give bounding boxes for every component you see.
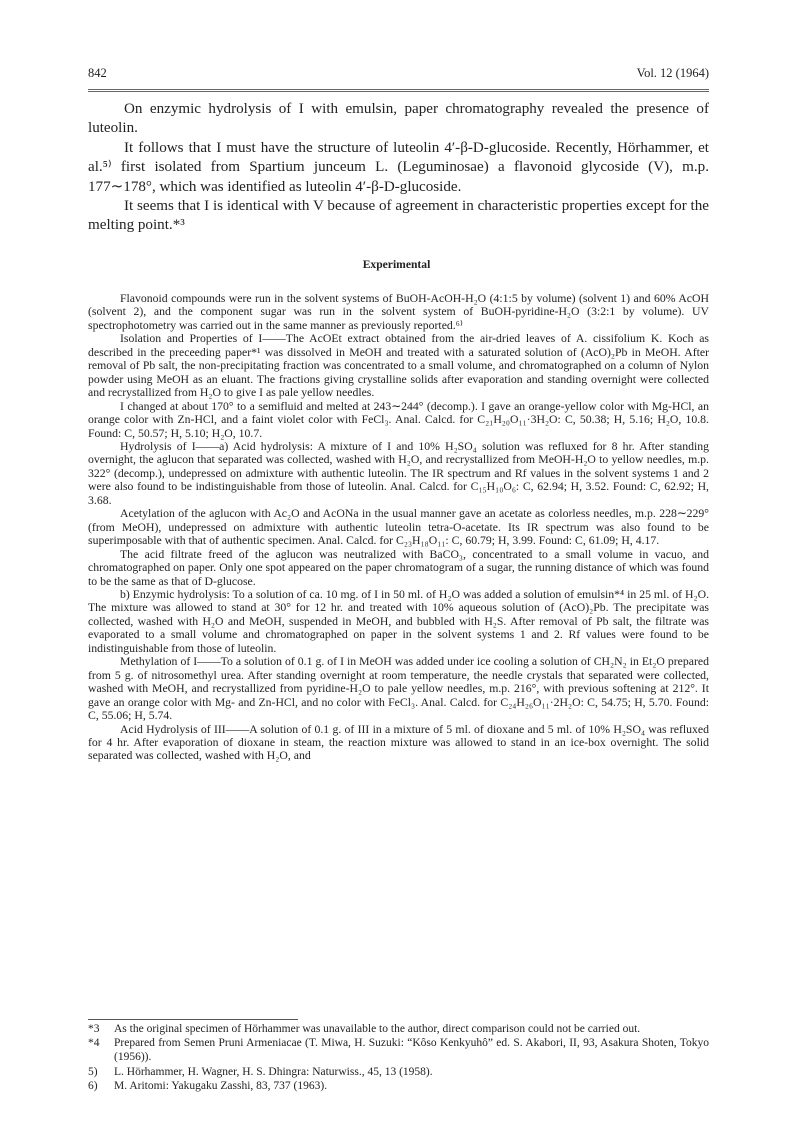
paragraph: It follows that I must have the structure of luteolin 4′-β-D-glucoside. Recently, Hörhammer, et al.⁵⁾ first isolated from Spartium junceum L. (Leguminosae) a flavonoid glycoside (V), m.p. 177∼178°, which was identified as luteolin 4′-β-D-glucoside. <box>88 139 709 195</box>
header-rule <box>88 89 709 92</box>
footnote <box>88 1022 709 1036</box>
section-heading: Experimental <box>362 258 431 271</box>
paragraph: I changed at about 170° to a semifluid and melted at 243∼244° (decomp.). I gave an orange-yellow color with Mg-HCl, an orange color with Zn-HCl, and a faint violet color with FeCl₃. Anal. Calcd. for C₂₁H₂₀O₁₁·3H₂O: C, 50.38; H, 5.16; H₂O, 10.8. Found: C, 50.57; H, 5.10; H₂O, 10.7. <box>88 399 709 440</box>
paragraph: Acetylation of the aglucon with Ac₂O and AcONa in the usual manner gave an acetate as colorless needles, m.p. 228∼229° (from MeOH), undepressed on admixture with authentic luteolin tetra-O-acetate. Its IR spectrum was also found to be superimposable with that of authentic specimen. Anal. Calcd. for C₂₃H₁₈O₁₁: C, 60.79; H, 3.99. Found: C, 61.09; H, 4.17. <box>88 507 709 548</box>
footnotes <box>88 1022 709 1093</box>
paragraph: Hydrolysis of I——a) Acid hydrolysis: A mixture of I and 10% H₂SO₄ solution was refluxed for 8 hr. After standing overnight, the aglucon that separated was collected, washed with H₂O, and recrystallized from MeOH-H₂O to yellow needles, m.p. 322° (decomp.), undepressed on admixture with authentic luteolin. The IR spectrum and Rf values in the solvent systems 1 and 2 were also found to be indistinguishable from those of luteolin. Anal. Calcd. for C₁₅H₁₀O₆: C, 62.94; H, 3.52. Found: C, 62.92; H, 3.68. <box>88 439 709 507</box>
paragraph: Methylation of I——To a solution of 0.1 g. of I in MeOH was added under ice cooling a solution of CH₂N₂ in Et₂O prepared from 5 g. of nitrosomethyl urea. After standing overnight at room temperature, the needle crystals that separated were collected, washed with MeOH, and recrystallized from pyridine-H₂O to pale yellow needles, m.p. 216°, with previous softening at 212°. It gave an orange color with Mg- and Zn-HCl, and no color with FeCl₃. Anal. Calcd. for C₂₄H₂₆O₁₁·2H₂O: C, 54.75; H, 5.70. Found: C, 55.06; H, 5.74. <box>88 655 709 723</box>
footnote-mark: *4 <box>88 1037 100 1050</box>
footnote <box>88 1079 709 1093</box>
footnote-rule <box>88 1019 298 1020</box>
paragraph: b) Enzymic hydrolysis: To a solution of ca. 10 mg. of I in 50 ml. of H₂O was added a solution of emulsin*⁴ in 25 ml. of H₂O. The mixture was allowed to stand at 30° for 12 hr. and treated with 10% aqueous solution of (AcO)₂Pb. The precipitate was collected, washed with H₂O and MeOH, suspended in MeOH, and bubbled with H₂S. After removal of Pb salt, the filtrate was evaporated to a small volume and chromatographed on paper in the solvent systems 1 and 2. Rf values were found to be indistinguishable from those of luteolin. <box>88 587 709 655</box>
paragraph: It seems that I is identical with V because of agreement in characteristic properties except for the melting point.*³ <box>88 198 709 234</box>
footnote-mark: *3 <box>88 1023 100 1035</box>
paragraph: Isolation and Properties of I——The AcOEt extract obtained from the air-dried leaves of A. cissifolium K. Koch as described in the preceeding paper*¹ was dissolved in MeOH and treated with a saturated solution of (AcO)₂Pb in MeOH. After removal of Pb salt, the non-precipitating fraction was concentrated to a small volume, and chromatographed on a column of Nylon powder using MeOH as an eluant. The fractions giving crystalline solids after evaporation and standing overnight were collected and recrystallized from H₂O to give I as pale yellow needles. <box>88 332 709 400</box>
paragraph: Flavonoid compounds were run in the solvent systems of BuOH-AcOH-H₂O (4:1:5 by volume) (solvent 1) and 60% AcOH (solvent 2), and the component sugar was run in the solvent system of BuOH-pyridine-H₂O (3:2:1 by volume). UV spectrophotometry was carried out in the same manner as previously reported.⁶⁾ <box>88 292 709 332</box>
footnote-text: L. Hörhammer, H. Wagner, H. S. Dhingra: Naturwiss., 45, 13 (1958). <box>114 1065 433 1078</box>
paragraph: Acid Hydrolysis of III——A solution of 0.1 g. of III in a mixture of 5 ml. of dioxane and 5 ml. of 10% H₂SO₄ was refluxed for 4 hr. After evaporation of dioxane in steam, the reaction mixture was allowed to stand in an ice-box overnight. The solid separated was collected, washed with H₂O, and <box>88 722 709 763</box>
paragraph: On enzymic hydrolysis of I with emulsin, paper chromatography revealed the presence of luteolin. <box>88 101 709 137</box>
footnote-text: M. Aritomi: Yakugaku Zasshi, 83, 737 (1963). <box>114 1079 328 1092</box>
footnote-text: Prepared from Semen Pruni Armeniacae (T. Miwa, H. Suzuki: “Kôso Kenkyuhô” ed. S. Akabori, II, 93, Asakura Shoten, Tokyo (1956)). <box>114 1037 709 1064</box>
page-number: 842 <box>88 66 107 80</box>
experimental-text <box>88 292 709 763</box>
footnote <box>88 1036 709 1064</box>
volume-label: Vol. 12 (1964) <box>636 66 709 80</box>
footnote-mark: 6) <box>88 1079 98 1092</box>
footnote <box>88 1065 709 1079</box>
discussion-text <box>88 100 709 236</box>
footnote-mark: 5) <box>88 1065 98 1078</box>
paragraph: The acid filtrate freed of the aglucon was neutralized with BaCO₃, concentrated to a small volume in vacuo, and chromatographed on paper. Only one spot appeared on the paper chromatogram of a sugar, the running distance of which was found to be the same as that of D-glucose. <box>88 547 709 588</box>
footnote-text: As the original specimen of Hörhammer was unavailable to the author, direct comparison could not be carried out. <box>114 1023 641 1035</box>
